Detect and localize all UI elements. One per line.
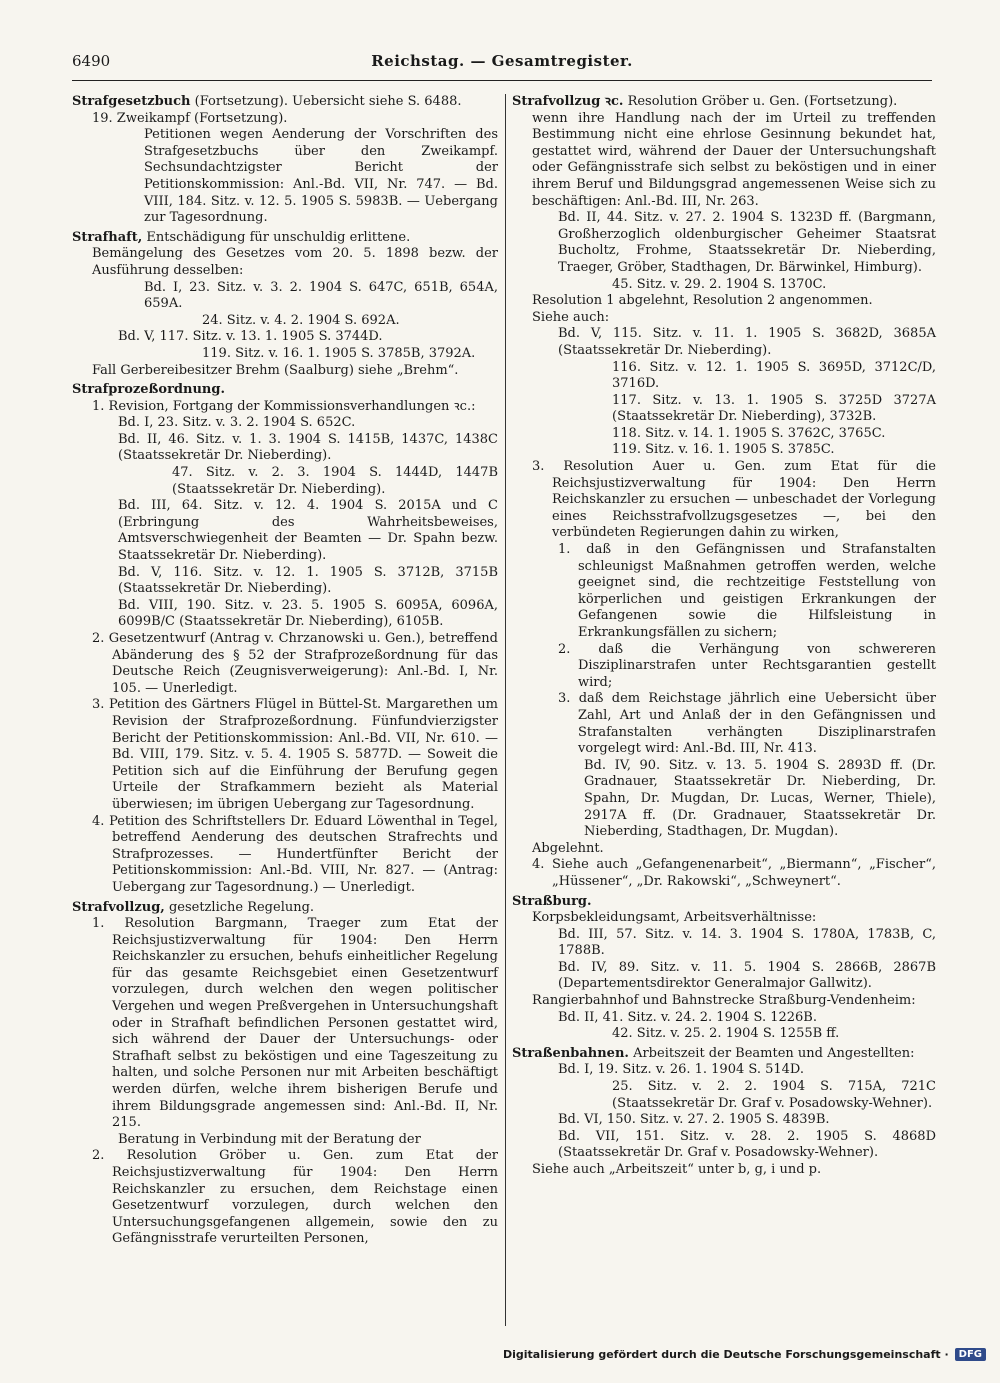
entry-strafgesetzbuch <box>72 94 498 227</box>
column-divider <box>505 94 506 1326</box>
reference-text: Bd. VII, 151. Sitz. v. 28. 2. 1905 S. 4868D (Staatssekretär Dr. Graf v. Posadowsky-Wehner). <box>558 1128 936 1161</box>
reference-text: 119. Sitz. v. 16. 1. 1905 S. 3785C. <box>612 442 835 458</box>
entry-heading: Strafvollzug ꝛc. <box>512 94 624 109</box>
reference-text: Korpsbekleidungsamt, Arbeitsverhältnisse: <box>532 910 817 926</box>
reference-text: Bd. I, 23. Sitz. v. 3. 2. 1904 S. 647C, 651B, 654A, 659A. <box>144 279 498 312</box>
reference-text: 42. Sitz. v. 25. 2. 1904 S. 1255B ff. <box>612 1026 840 1042</box>
entry-heading-line <box>72 900 498 917</box>
entry-strafvollzug-continued <box>512 94 936 891</box>
entry-strafvollzug <box>72 900 498 1248</box>
entry-heading-rest: gesetzliche Regelung. <box>168 899 315 915</box>
entry-heading: Straßenbahnen. <box>512 1045 629 1061</box>
entry-strafprozessordnung <box>72 382 498 896</box>
entry-heading-rest: (Fortsetzung). Uebersicht siehe S. 6488. <box>194 94 462 109</box>
entry-heading: Strafgesetzbuch <box>72 94 191 109</box>
entry-strafhaft <box>72 230 498 379</box>
reference-text: Resolution 1 abgelehnt, Resolution 2 angenommen. <box>532 293 873 309</box>
sub-item: 2. daß die Verhängung von schwereren Disziplinarstrafen unter Rechtsgarantien gestellt wird; <box>558 641 936 690</box>
reference-text: Bd. III, 64. Sitz. v. 12. 4. 1904 S. 2015A und C (Erbringung des Wahrheitsbeweises, Amtsverschwiegenheit der Beamten — Dr. Spahn bezw. Staatssekretär Dr. Nieberding). <box>118 498 498 564</box>
reference-text: 118. Sitz. v. 14. 1. 1905 S. 3762C, 3765C. <box>612 425 886 441</box>
reference-text: Bd. VIII, 190. Sitz. v. 23. 5. 1905 S. 6095A, 6096A, 6099B/C (Staatssekretär Dr. Nieberding), 6105B. <box>118 597 498 630</box>
reference-text: 45. Sitz. v. 29. 2. 1904 S. 1370C. <box>612 276 827 292</box>
sub-item: 1. Resolution Bargmann, Traeger zum Etat der Reichsjustizverwaltung für 1904: Den Herrn Reichskanzler zu ersuchen, behufs einheitlicher Regelung für das gesamte Reichsgebiet einen Gesetzentwurf vorzulegen, durch welchen den wegen politischer Vergehen und wegen Preßvergehen in Untersuchungshaft oder in Strafhaft befindlichen Personen gestattet wird, sich während der Dauer der Untersuchungs- oder Strafhaft selbst zu beköstigen und eine Tageszeitung zu halten, und solche Personen nur mit Arbeiten beschäftigt werden dürfen, welche ihrem bisherigen Berufe und ihrem Bildungsgrade angemessen sind: Anl.-Bd. II, Nr. 215. <box>92 916 498 1131</box>
sub-item: 3. Petition des Gärtners Flügel in Büttel-St. Margarethen um Revision der Strafprozeßordnung. Fünfundvierzigster Bericht der Petitionskommission: Anl.-Bd. VII, Nr. 610. — Bd. VIII, 179. Sitz. v. 5. 4. 1905 S. 5877D. — Soweit die Petition sich auf die Einführung der Berufung gegen Urteile der Strafkammern bezieht als Material überwiesen; im übrigen Uebergang zur Tagesordnung. <box>92 697 498 812</box>
reference-text: Bd. III, 57. Sitz. v. 14. 3. 1904 S. 1780A, 1783B, C, 1788B. <box>558 926 936 959</box>
reference-text: Rangierbahnhof und Bahnstrecke Straßburg-Vendenheim: <box>532 993 916 1009</box>
entry-heading: Strafvollzug, <box>72 899 165 915</box>
sub-item: 1. Revision, Fortgang der Kommissionsverhandlungen ꝛc.: <box>92 398 476 414</box>
reference-text: Bd. II, 41. Sitz. v. 24. 2. 1904 S. 1226B. <box>558 1009 817 1025</box>
reference-text: 117. Sitz. v. 13. 1. 1905 S. 3725D 3727A (Staatssekretär Dr. Nieberding), 3732B. <box>612 392 936 425</box>
reference-text: Petitionen wegen Aenderung der Vorschriften des Strafgesetzbuchs über den Zweikampf. Sechsundachtzigster Bericht der Petitionskommission: Anl.-Bd. VII, Nr. 747. — Bd. VIII, 184. Sitz. v. 12. 5. 1905 S. 5983B. — Uebergang zur Tagesordnung. <box>144 127 498 226</box>
entry-heading: Straßburg. <box>512 893 592 909</box>
entry-heading: Strafprozeßordnung. <box>72 382 225 398</box>
cross-reference: 4. Siehe auch „Gefangenenarbeit“, „Biermann“, „Fischer“, „Hüssener“, „Dr. Rakowski“, „Schweynert“. <box>532 857 936 889</box>
entry-strassenbahnen <box>512 1046 936 1179</box>
sub-item: 19. Zweikampf (Fortsetzung). <box>92 110 288 126</box>
reference-text: Bd. I, 19. Sitz. v. 26. 1. 1904 S. 514D. <box>558 1062 804 1078</box>
page-header <box>72 52 932 76</box>
reference-text: wenn ihre Handlung nach der im Urteil zu treffenden Bestimmung nicht eine ehrlose Gesinnung bekundet hat, gestattet wird, während der Dauer der Untersuchungshaft oder Gefängnisstrafe sich selbst zu beköstigen und in einer ihrem Beruf und Bildungsgrad angemessenen Weise sich zu beschäftigen: Anl.-Bd. III, Nr. 263. <box>532 110 936 209</box>
reference-text: Bd. IV, 89. Sitz. v. 11. 5. 1904 S. 2866B, 2867B (Departementsdirektor Generalmajor Gallwitz). <box>558 959 936 992</box>
reference-text: Bd. II, 44. Sitz. v. 27. 2. 1904 S. 1323D ff. (Bargmann, Großherzoglich oldenburgischer Geheimer Staatsrat Bucholtz, Frohme, Staatssekretär Dr. Nieberding, Traeger, Gröber, Stadthagen, Dr. Bärwinkel, Himburg). <box>558 210 936 275</box>
entry-heading-line <box>512 94 936 111</box>
header-rule <box>72 80 932 81</box>
reference-text: 116. Sitz. v. 12. 1. 1905 S. 3695D, 3712C/D, 3716D. <box>612 359 936 392</box>
entry-heading-line <box>72 230 498 247</box>
reference-text: Abgelehnt. <box>532 840 604 856</box>
entry-heading-rest: Entschädigung für unschuldig erlittene. <box>146 229 411 245</box>
sub-item: 4. Petition des Schriftstellers Dr. Eduard Löwenthal in Tegel, betreffend Aenderung des deutschen Strafrechts und Strafprozesses. — Hundertfünfter Bericht der Petitionskommission: Anl.-Bd. VIII, Nr. 827. — (Antrag: Uebergang zur Tagesordnung.) — Unerledigt. <box>92 813 498 895</box>
reference-text: 25. Sitz. v. 2. 2. 1904 S. 715A, 721C (Staatssekretär Dr. Graf v. Posadowsky-Wehner). <box>612 1079 936 1111</box>
reference-text: 47. Sitz. v. 2. 3. 1904 S. 1444D, 1447B (Staatssekretär Dr. Nieberding). <box>172 465 498 497</box>
reference-text: Bd. II, 46. Sitz. v. 1. 3. 1904 S. 1415B, 1437C, 1438C (Staatssekretär Dr. Nieberding). <box>118 431 498 464</box>
reference-text: Bd. V, 116. Sitz. v. 12. 1. 1905 S. 3712B, 3715B (Staatssekretär Dr. Nieberding). <box>118 564 498 597</box>
reference-text: Siehe auch: <box>532 309 610 325</box>
entry-strassburg <box>512 894 936 1043</box>
sub-item: 1. daß in den Gefängnissen und Strafanstalten schleunigst Maßnahmen getroffen werden, welche geeignet sind, die rechtzeitige Feststellung von körperlichen und geistigen Erkrankungen der Gefangenen sowie die Hilfsleistung in Erkrankungsfällen zu sichern; <box>558 542 936 640</box>
entry-heading-rest: Arbeitszeit der Beamten und Angestellten: <box>633 1045 915 1061</box>
entry-heading-line <box>72 382 498 399</box>
reference-text: Bd. I, 23. Sitz. v. 3. 2. 1904 S. 652C. <box>118 415 356 431</box>
cross-reference: Fall Gerbereibesitzer Brehm (Saalburg) siehe „Brehm“. <box>92 362 459 378</box>
digitization-footer <box>503 1348 986 1361</box>
reference-text: Beratung in Verbindung mit der Beratung der <box>118 1131 421 1147</box>
entry-heading-rest: Resolution Gröber u. Gen. (Fortsetzung). <box>627 94 898 109</box>
entry-heading-line <box>512 1046 936 1063</box>
sub-item: 2. Gesetzentwurf (Antrag v. Chrzanowski u. Gen.), betreffend Abänderung des § 52 der Strafprozeßordnung für das Deutsche Reich (Zeugnisverweigerung): Anl.-Bd. I, Nr. 105. — Unerledigt. <box>92 631 498 696</box>
reference-text: 119. Sitz. v. 16. 1. 1905 S. 3785B, 3792A. <box>202 345 476 361</box>
page-number: 6490 <box>72 52 111 70</box>
sub-item: 3. Resolution Auer u. Gen. zum Etat für die Reichsjustizverwaltung für 1904: Den Herrn Reichskanzler zu ersuchen — unbeschadet der Vorlegung eines Reichsstrafvollzugsgesetzes —, bei den verbündeten Regierungen dahin zu wirken, <box>532 459 936 541</box>
reference-text: Bemängelung des Gesetzes vom 20. 5. 1898 bezw. der Ausführung desselben: <box>92 246 498 278</box>
reference-text: 24. Sitz. v. 4. 2. 1904 S. 692A. <box>202 312 400 328</box>
dfg-logo: DFG <box>955 1348 986 1361</box>
entry-heading: Strafhaft, <box>72 229 143 245</box>
page-title: Reichstag. — Gesamtregister. <box>371 52 633 70</box>
entry-heading-line <box>512 894 936 911</box>
reference-text: Bd. V, 115. Sitz. v. 11. 1. 1905 S. 3682D, 3685A (Staatssekretär Dr. Nieberding). <box>558 326 936 358</box>
reference-text: Bd. V, 117. Sitz. v. 13. 1. 1905 S. 3744D. <box>118 329 383 345</box>
reference-text: Bd. IV, 90. Sitz. v. 13. 5. 1904 S. 2893D ff. (Dr. Gradnauer, Staatssekretär Dr. Nieberding, Dr. Spahn, Dr. Mugdan, Dr. Lucas, Werner, Thiele), 2917A ff. (Dr. Gradnauer, Staatssekretär Dr. Nieberding, Stadthagen, Dr. Mugdan). <box>584 757 936 840</box>
right-column <box>512 94 936 1324</box>
cross-reference: Siehe auch „Arbeitszeit“ unter b, g, i und p. <box>532 1162 822 1177</box>
reference-text: Bd. VI, 150. Sitz. v. 27. 2. 1905 S. 4839B. <box>558 1112 830 1128</box>
entry-heading-line <box>72 94 498 111</box>
left-column <box>72 94 498 1324</box>
footer-text: Digitalisierung gefördert durch die Deutsche Forschungsgemeinschaft · <box>502 1348 949 1361</box>
sub-item: 3. daß dem Reichstage jährlich eine Uebersicht über Zahl, Art und Anlaß der in den Gefängnissen und Strafanstalten verhängten Disziplinarstrafen vorgelegt wird: Anl.-Bd. III, Nr. 413. <box>558 691 936 757</box>
sub-item: 2. Resolution Gröber u. Gen. zum Etat der Reichsjustizverwaltung für 1904: Den Herrn Reichskanzler zu ersuchen, dem Reichstage einen Gesetzentwurf vorzulegen, durch welchen den Untersuchungsgefangenen allgemein, sowie den zu Gefängnisstrafe verurteilten Personen, <box>92 1148 498 1247</box>
